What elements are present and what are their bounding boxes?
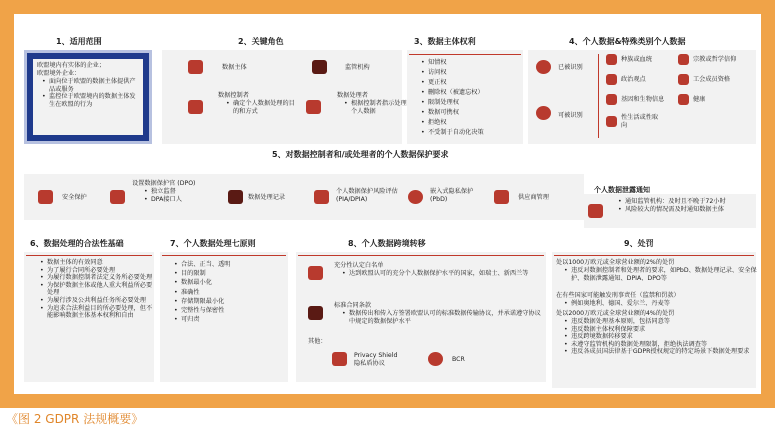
mail-icon <box>588 204 603 218</box>
identifiable-label: 可被识别 <box>558 112 583 119</box>
other-label: 其他： <box>308 338 327 345</box>
ethnicity-icon <box>606 54 617 65</box>
breach-panel <box>584 194 756 228</box>
section-7-title: 7、个人数据处理七原则 <box>170 239 256 248</box>
tier2-bullet: • 违反各成员国法律基于GDPR授权规定的特定场景下数据处理要求 <box>571 348 759 356</box>
right-item: • 更正权 <box>428 78 484 88</box>
figure-caption: 《图 2 GDPR 法规概要》 <box>6 412 144 426</box>
dpo-bullet: • 独立监督 <box>151 188 182 196</box>
scope-line: 欧盟境内有实体的企业； <box>37 62 106 69</box>
req-dpo: 设置数据保护官 (DPO) <box>132 180 196 187</box>
lock-icon <box>308 266 323 280</box>
req-pia: 个人数据保护风险评估 (PIA/DPIA) <box>336 188 398 203</box>
gear-icon <box>408 190 423 204</box>
section-9-title: 9、处罚 <box>624 239 654 248</box>
identified-icon <box>536 60 551 74</box>
special-item: 种族或血统 <box>621 56 652 63</box>
red-divider <box>554 255 754 256</box>
basis-item: • 为保护数据主体或他人重大利益所必要处理 <box>47 282 153 297</box>
legal-basis-panel <box>24 252 154 382</box>
shield-lock-icon <box>332 352 347 366</box>
role-processor: 数据处理者 <box>337 92 368 99</box>
vertical-divider <box>598 54 599 138</box>
special-item: 基因和生物信息 <box>621 96 665 103</box>
contract-icon <box>308 306 323 320</box>
section-2-title: 2、关键角色 <box>238 37 284 46</box>
health-icon <box>678 94 689 105</box>
identified-label: 已被识别 <box>558 64 583 71</box>
req-vendor: 供应商管理 <box>518 194 549 201</box>
handshake-icon <box>494 190 509 204</box>
section-4-title: 4、个人数据&特殊类别个人数据 <box>569 37 686 46</box>
data-category-panel <box>528 50 756 144</box>
section-5-title: 5、对数据控制者和/或处理者的个人数据保护要求 <box>272 150 449 159</box>
principle-item: • 数据最小化 <box>181 278 231 287</box>
right-item: • 删除权（被遗忘权） <box>428 88 484 98</box>
role-bullet: • 确定个人数据处理的目的和方式 <box>233 100 301 115</box>
rights-panel <box>407 50 523 144</box>
scope-line: 欧盟境外企业： <box>37 69 81 77</box>
special-item: 宗教或哲学信仰 <box>693 56 737 63</box>
principles-panel <box>160 252 288 382</box>
role-subject: 数据主体 <box>222 64 247 71</box>
special-item: 性生活或性取向 <box>621 114 659 129</box>
dpo-bullet: • DPA接口人 <box>151 196 182 204</box>
privacy-shield-cn: 隐私盾协议 <box>354 360 385 367</box>
scc-label: 标准合同条款 <box>334 302 372 309</box>
req-records: 数据处理记录 <box>248 194 286 201</box>
section-6-title: 6、数据处理的合法性基础 <box>30 239 124 248</box>
right-item: • 不受制于自动化决策 <box>428 128 484 138</box>
records-icon <box>228 190 243 204</box>
red-divider <box>298 255 544 256</box>
group-icon <box>428 352 443 366</box>
person-icon <box>188 60 203 74</box>
adequacy-label: 充分性认定白名单 <box>334 262 384 269</box>
union-icon <box>678 74 689 85</box>
controller-icon <box>188 100 203 114</box>
principle-item: • 合法、正当、透明 <box>181 260 231 269</box>
principle-item: • 准确性 <box>181 288 231 297</box>
note-label: 在有些国家可能触发刑事责任（监禁和罚款） <box>556 292 680 299</box>
breach-bullet: • 风险较大的情况需及时通知数据主体 <box>625 206 726 214</box>
tier2-bullet: • 未遵守监管机构的数据处理限制，拒绝执法调查等 <box>571 341 759 349</box>
right-item: • 知情权 <box>428 58 484 68</box>
requirements-panel <box>24 174 584 220</box>
red-divider <box>409 54 521 55</box>
scc-bullet: • 数据传出和传入方签署欧盟认可的标准数据传输协议，并承诺遵守协议中规定的数据保护水平 <box>349 310 545 325</box>
note-bullet: • 例如奥地利、德国、爱尔兰、丹麦等 <box>571 300 670 308</box>
scope-bullet: • 监控位于欧盟境内的数据主体发生在欧盟的行为 <box>49 93 137 108</box>
section-3-title: 3、数据主体权利 <box>414 37 476 46</box>
bank-icon <box>312 60 327 74</box>
tier1-head: 处以1000万欧元或全球营业额的2%的处罚 <box>556 259 675 266</box>
penalty-panel <box>552 252 756 388</box>
tier2-bullet: • 违反数据主体权利保障要求 <box>571 326 759 334</box>
risk-icon <box>314 190 329 204</box>
content-area <box>14 14 761 394</box>
basis-item: • 为履行数据控制者法定义务所必要处理 <box>47 274 153 282</box>
basis-item: • 数据主体的有效同意 <box>47 259 153 267</box>
special-item: 工会成员资格 <box>693 76 731 83</box>
basis-item: • 为追求合法利益目的所必要处理，但不能影响数据主体基本权利和自由 <box>47 305 153 320</box>
right-item: • 数据可携权 <box>428 108 484 118</box>
principle-item: • 完整性与保密性 <box>181 306 231 315</box>
tier2-head: 处以2000万欧元或全球营业额的4%的处罚 <box>556 310 675 317</box>
processor-icon <box>306 100 321 114</box>
adequacy-bullet: • 达到欧盟认可的充分个人数据保护水平的国家，如瑞士、新西兰等 <box>349 270 545 278</box>
section-8-title: 8、个人数据跨境转移 <box>348 239 426 248</box>
politics-icon <box>606 74 617 85</box>
principle-item: • 可归责 <box>181 315 231 324</box>
principle-item: • 目的限制 <box>181 269 231 278</box>
role-regulator: 监管机构 <box>345 64 370 71</box>
right-item: • 访问权 <box>428 68 484 78</box>
basis-item: • 为了履行合同所必要处理 <box>47 267 153 275</box>
gender-icon <box>606 116 617 127</box>
red-divider <box>162 255 286 256</box>
role-bullet: • 根据控制者指示处理个人数据 <box>351 100 407 115</box>
privacy-shield-label: Privacy Shield <box>354 352 398 359</box>
shield-icon <box>38 190 53 204</box>
dpo-icon <box>110 190 125 204</box>
tier2-bullet: • 违反数据处理基本原则，包括同意等 <box>571 318 759 326</box>
basis-item: • 为履行涉及公共利益任务所必要处理 <box>47 297 153 305</box>
roles-panel <box>162 50 407 144</box>
religion-icon <box>678 54 689 65</box>
scope-box <box>24 50 152 144</box>
special-item: 健康 <box>693 96 706 103</box>
dna-icon <box>606 94 617 105</box>
red-divider <box>26 255 152 256</box>
section-1-title: 1、适用范围 <box>56 37 102 46</box>
breach-title: 个人数据泄露通知 <box>594 186 650 194</box>
identifiable-icon <box>536 106 551 120</box>
special-item: 政治观点 <box>621 76 646 83</box>
scope-bullet: • 面向位于欧盟的数据主体提供产品或服务 <box>49 78 137 93</box>
transfer-panel <box>296 252 546 382</box>
breach-bullet: • 通知监管机构：及时且不晚于72小时 <box>625 198 726 206</box>
tier2-bullet: • 违反跨境数据转移要求 <box>571 333 759 341</box>
bcr-label: BCR <box>452 356 465 363</box>
role-controller: 数据控制者 <box>218 92 249 99</box>
req-security: 安全保护 <box>62 194 87 201</box>
req-pbd: 嵌入式隐私保护 (PbD) <box>430 188 474 203</box>
right-item: • 限制处理权 <box>428 98 484 108</box>
principle-item: • 存储期限最小化 <box>181 297 231 306</box>
right-item: • 拒绝权 <box>428 118 484 128</box>
tier1-bullet: • 违反对数据控制者和处理者的要求，如PbD、数据处理记录、安全保护、数据泄露通知、DPIA、DPO等 <box>571 267 759 282</box>
